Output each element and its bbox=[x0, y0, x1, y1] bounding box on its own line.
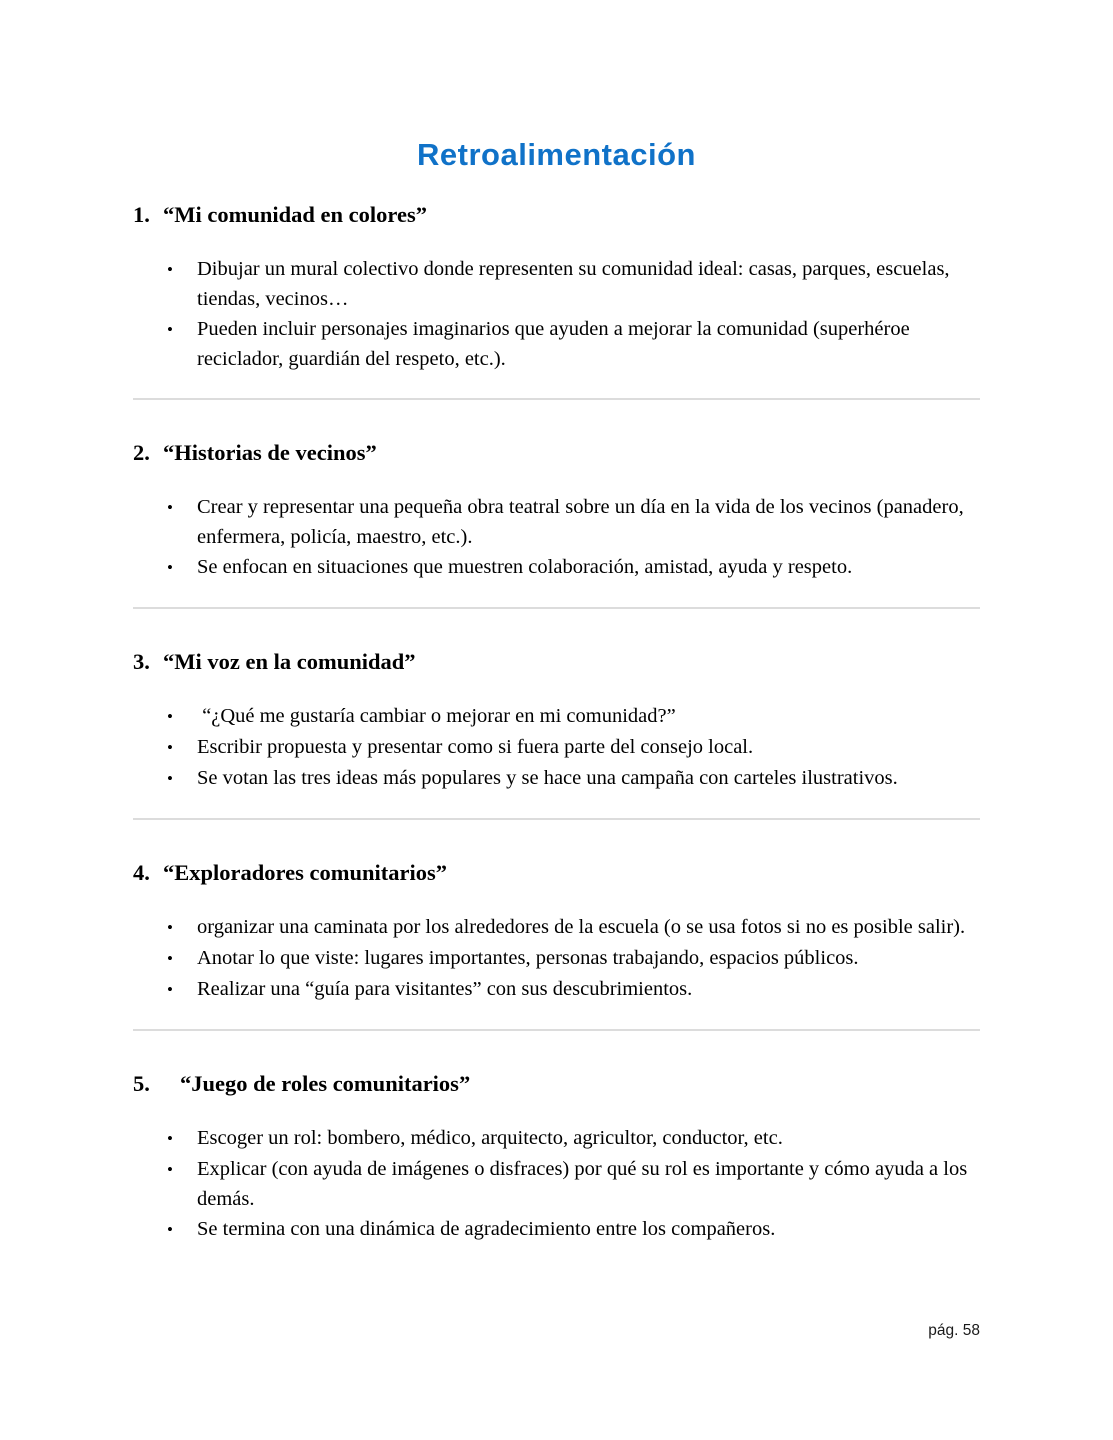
bullet-icon: • bbox=[167, 738, 173, 757]
bullet-text: Realizar una “guía para visitantes” con sus descubrimientos. bbox=[197, 978, 693, 1000]
bullet-icon: • bbox=[167, 558, 173, 577]
section-divider bbox=[133, 1029, 980, 1031]
bullet-list bbox=[167, 254, 980, 374]
list-item bbox=[167, 974, 980, 1005]
list-item bbox=[167, 492, 980, 552]
bullet-text: Escoger un rol: bombero, médico, arquitecto, agricultor, conductor, etc. bbox=[197, 1127, 783, 1149]
bullet-text: Dibujar un mural colectivo donde representen su comunidad ideal: casas, parques, escuelas, tiendas, vecinos… bbox=[197, 258, 955, 310]
bullet-icon: • bbox=[167, 1160, 173, 1179]
bullet-text: Se termina con una dinámica de agradecimiento entre los compañeros. bbox=[197, 1218, 776, 1240]
section-number: 3. bbox=[133, 649, 150, 674]
bullet-icon: • bbox=[167, 1129, 173, 1148]
bullet-text: “¿Qué me gustaría cambiar o mejorar en mi comunidad?” bbox=[197, 705, 676, 727]
list-item bbox=[167, 701, 980, 732]
section-number: 1. bbox=[133, 202, 150, 227]
section-heading bbox=[133, 1069, 980, 1099]
bullet-text: Se votan las tres ideas más populares y se hace una campaña con carteles ilustrativos. bbox=[197, 767, 898, 789]
section bbox=[133, 1069, 980, 1245]
bullet-text: Escribir propuesta y presentar como si fuera parte del consejo local. bbox=[197, 736, 754, 758]
bullet-icon: • bbox=[167, 498, 173, 517]
list-item bbox=[167, 314, 980, 374]
section-divider bbox=[133, 398, 980, 400]
bullet-list bbox=[167, 1123, 980, 1245]
bullet-text: organizar una caminata por los alrededores de la escuela (o se usa fotos si no es posible salir). bbox=[197, 916, 966, 938]
bullet-icon: • bbox=[167, 320, 173, 339]
list-item bbox=[167, 552, 980, 583]
section-number: 4. bbox=[133, 860, 150, 885]
sections bbox=[133, 200, 980, 1245]
page-title: Retroalimentación bbox=[417, 137, 696, 172]
section-title: “Mi voz en la comunidad” bbox=[163, 649, 416, 674]
bullet-icon: • bbox=[167, 949, 173, 968]
section bbox=[133, 858, 980, 1031]
bullet-text: Pueden incluir personajes imaginarios que ayuden a mejorar la comunidad (superhéroe reciclador, guardián del respeto, etc.). bbox=[197, 318, 915, 370]
bullet-text: Anotar lo que viste: lugares importantes, personas trabajando, espacios públicos. bbox=[197, 947, 859, 969]
section bbox=[133, 438, 980, 609]
bullet-list bbox=[167, 912, 980, 1005]
bullet-list bbox=[167, 701, 980, 794]
bullet-icon: • bbox=[167, 918, 173, 937]
section-title: “Mi comunidad en colores” bbox=[163, 202, 427, 227]
bullet-icon: • bbox=[167, 980, 173, 999]
bullet-list bbox=[167, 492, 980, 583]
section-number: 2. bbox=[133, 440, 150, 465]
bullet-icon: • bbox=[167, 260, 173, 279]
section-heading bbox=[133, 438, 980, 468]
section-title: “Juego de roles comunitarios” bbox=[180, 1071, 471, 1096]
section-heading bbox=[133, 858, 980, 888]
list-item bbox=[167, 943, 980, 974]
section-title: “Historias de vecinos” bbox=[163, 440, 377, 465]
list-item bbox=[167, 1214, 980, 1245]
section bbox=[133, 200, 980, 400]
section-divider bbox=[133, 607, 980, 609]
section-number: 5. bbox=[133, 1071, 150, 1096]
list-item bbox=[167, 254, 980, 314]
list-item bbox=[167, 763, 980, 794]
section-divider bbox=[133, 818, 980, 820]
list-item bbox=[167, 1123, 980, 1154]
section-title: “Exploradores comunitarios” bbox=[163, 860, 447, 885]
bullet-text: Se enfocan en situaciones que muestren colaboración, amistad, ayuda y respeto. bbox=[197, 556, 853, 578]
list-item bbox=[167, 732, 980, 763]
section bbox=[133, 647, 980, 820]
bullet-icon: • bbox=[167, 1220, 173, 1239]
section-heading bbox=[133, 200, 980, 230]
list-item bbox=[167, 912, 980, 943]
section-heading bbox=[133, 647, 980, 677]
bullet-icon: • bbox=[167, 707, 173, 726]
page-number: pág. 58 bbox=[928, 1322, 980, 1339]
list-item bbox=[167, 1154, 980, 1214]
bullet-text: Explicar (con ayuda de imágenes o disfraces) por qué su rol es importante y cómo ayuda a los demás. bbox=[197, 1158, 973, 1210]
bullet-icon: • bbox=[167, 769, 173, 788]
bullet-text: Crear y representar una pequeña obra teatral sobre un día en la vida de los vecinos (panadero, enfermera, policía, maestro, etc.). bbox=[197, 496, 969, 548]
